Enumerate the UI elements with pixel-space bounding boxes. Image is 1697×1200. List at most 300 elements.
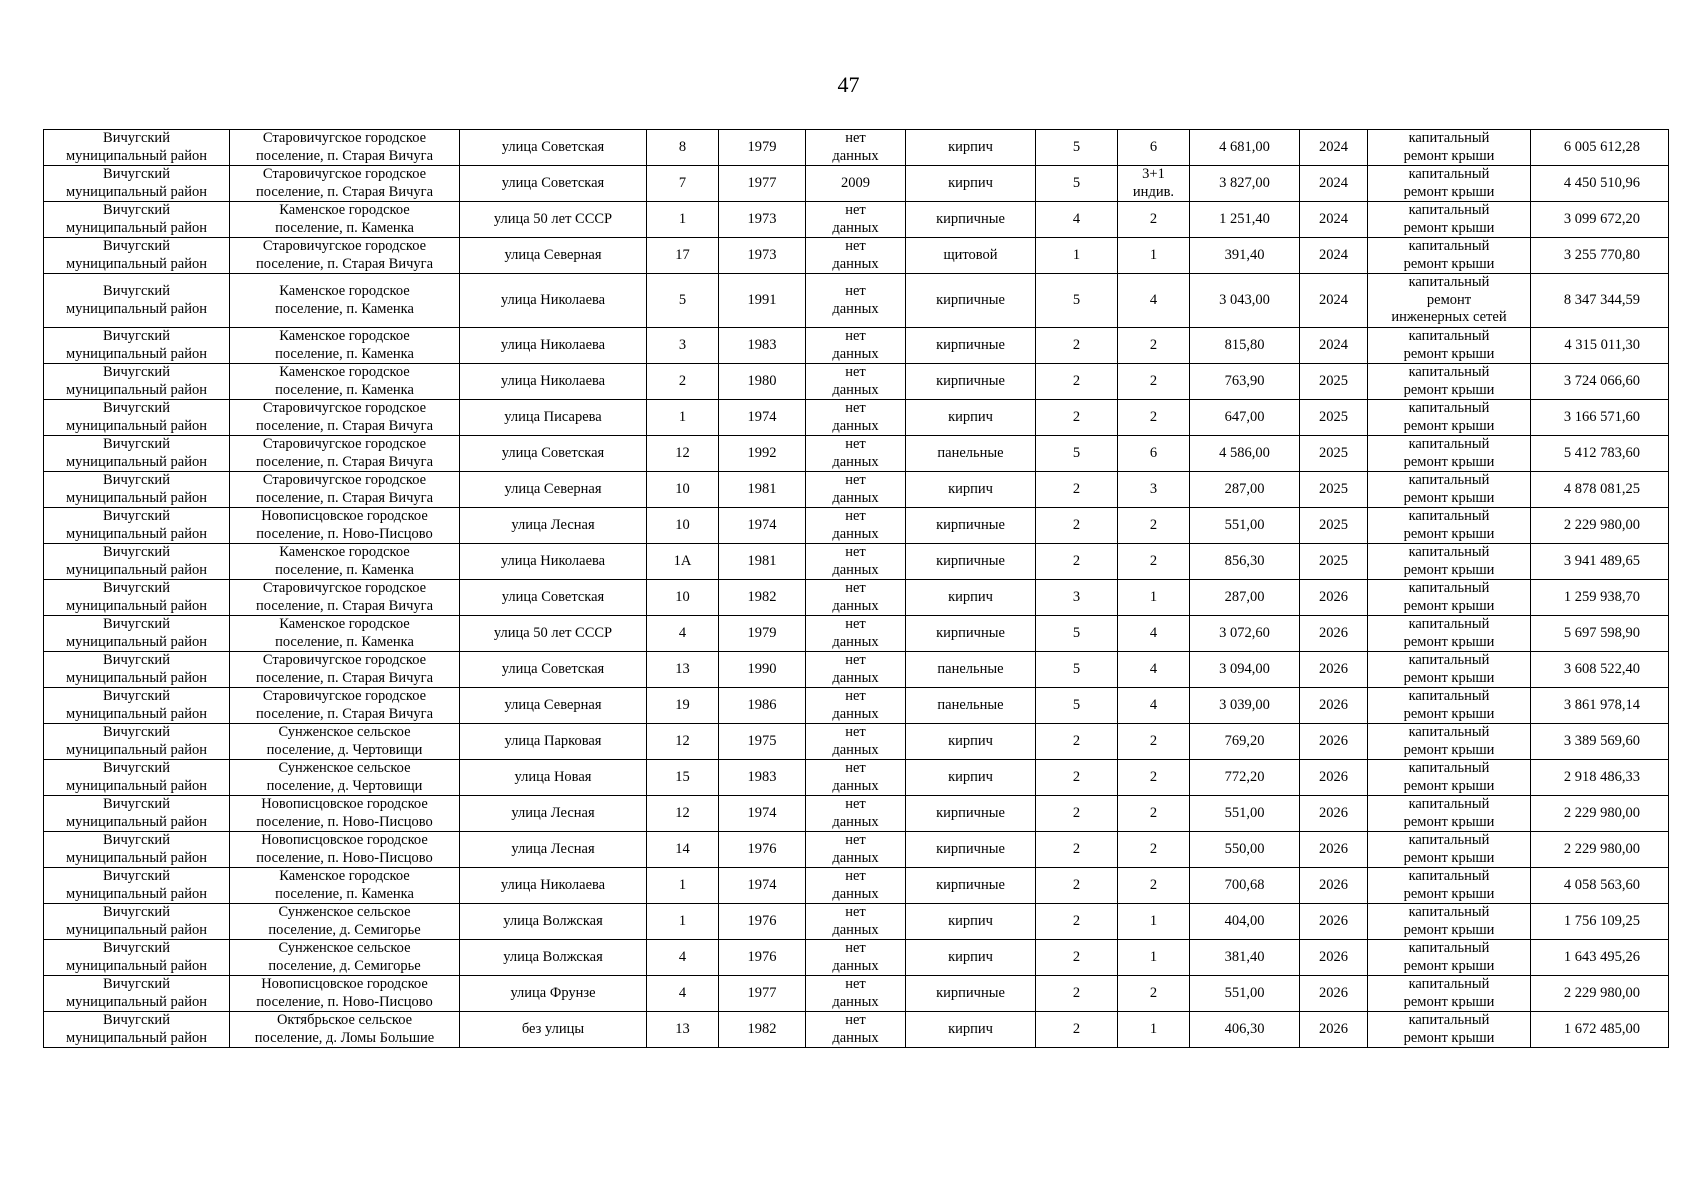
area-cell: 287,00 [1190, 472, 1300, 508]
floors-cell: 2 [1036, 976, 1118, 1012]
settlement-cell: Новописцовское городское поселение, п. Ново-Писцово [230, 508, 460, 544]
district-cell: Вичугский муниципальный район [44, 580, 230, 616]
area-cell: 1 251,40 [1190, 202, 1300, 238]
planned-year-cell: 2025 [1300, 508, 1368, 544]
year-built-cell: 1979 [719, 616, 806, 652]
cost-cell: 1 643 495,26 [1531, 940, 1669, 976]
entrances-cell: 4 [1118, 652, 1190, 688]
work-type-cell: капитальный ремонт крыши [1368, 544, 1531, 580]
street-cell: улица Волжская [460, 904, 647, 940]
house-number-cell: 1 [647, 202, 719, 238]
table-row [44, 544, 1669, 580]
wall-material-cell: щитовой [906, 238, 1036, 274]
settlement-cell: Каменское городское поселение, п. Каменка [230, 868, 460, 904]
year-built-cell: 1979 [719, 130, 806, 166]
district-cell: Вичугский муниципальный район [44, 796, 230, 832]
cost-cell: 4 450 510,96 [1531, 166, 1669, 202]
entrances-cell: 2 [1118, 832, 1190, 868]
area-cell: 3 094,00 [1190, 652, 1300, 688]
district-cell: Вичугский муниципальный район [44, 652, 230, 688]
work-type-cell: капитальный ремонт крыши [1368, 616, 1531, 652]
planned-year-cell: 2026 [1300, 1012, 1368, 1048]
wall-material-cell: кирпич [906, 904, 1036, 940]
table-row [44, 940, 1669, 976]
table-row [44, 166, 1669, 202]
planned-year-cell: 2026 [1300, 904, 1368, 940]
work-type-cell: капитальный ремонт крыши [1368, 688, 1531, 724]
floors-cell: 2 [1036, 1012, 1118, 1048]
area-cell: 551,00 [1190, 508, 1300, 544]
year-built-cell: 1980 [719, 364, 806, 400]
district-cell: Вичугский муниципальный район [44, 760, 230, 796]
entrances-cell: 1 [1118, 1012, 1190, 1048]
area-cell: 856,30 [1190, 544, 1300, 580]
area-cell: 3 043,00 [1190, 274, 1300, 328]
area-cell: 551,00 [1190, 796, 1300, 832]
wall-material-cell: кирпич [906, 1012, 1036, 1048]
last-repair-year-cell: нет данных [806, 472, 906, 508]
district-cell: Вичугский муниципальный район [44, 472, 230, 508]
table-row [44, 580, 1669, 616]
settlement-cell: Сунженское сельское поселение, д. Чертовищи [230, 724, 460, 760]
work-type-cell: капитальный ремонт крыши [1368, 796, 1531, 832]
district-cell: Вичугский муниципальный район [44, 166, 230, 202]
work-type-cell: капитальный ремонт крыши [1368, 238, 1531, 274]
area-cell: 647,00 [1190, 400, 1300, 436]
planned-year-cell: 2025 [1300, 436, 1368, 472]
cost-cell: 3 099 672,20 [1531, 202, 1669, 238]
street-cell: улица Волжская [460, 940, 647, 976]
street-cell: без улицы [460, 1012, 647, 1048]
district-cell: Вичугский муниципальный район [44, 202, 230, 238]
district-cell: Вичугский муниципальный район [44, 544, 230, 580]
wall-material-cell: панельные [906, 652, 1036, 688]
year-built-cell: 1992 [719, 436, 806, 472]
wall-material-cell: кирпич [906, 472, 1036, 508]
cost-cell: 3 861 978,14 [1531, 688, 1669, 724]
last-repair-year-cell: нет данных [806, 832, 906, 868]
cost-cell: 6 005 612,28 [1531, 130, 1669, 166]
wall-material-cell: кирпич [906, 130, 1036, 166]
settlement-cell: Новописцовское городское поселение, п. Ново-Писцово [230, 796, 460, 832]
house-number-cell: 1 [647, 400, 719, 436]
wall-material-cell: кирпичные [906, 274, 1036, 328]
floors-cell: 3 [1036, 580, 1118, 616]
last-repair-year-cell: нет данных [806, 364, 906, 400]
table-row [44, 796, 1669, 832]
work-type-cell: капитальный ремонт крыши [1368, 130, 1531, 166]
year-built-cell: 1977 [719, 976, 806, 1012]
street-cell: улица Николаева [460, 544, 647, 580]
entrances-cell: 1 [1118, 238, 1190, 274]
settlement-cell: Старовичугское городское поселение, п. Старая Вичуга [230, 580, 460, 616]
floors-cell: 2 [1036, 724, 1118, 760]
year-built-cell: 1982 [719, 580, 806, 616]
district-cell: Вичугский муниципальный район [44, 724, 230, 760]
settlement-cell: Старовичугское городское поселение, п. Старая Вичуга [230, 688, 460, 724]
street-cell: улица Северная [460, 238, 647, 274]
last-repair-year-cell: нет данных [806, 652, 906, 688]
work-type-cell: капитальный ремонт крыши [1368, 832, 1531, 868]
settlement-cell: Каменское городское поселение, п. Каменка [230, 328, 460, 364]
cost-cell: 4 878 081,25 [1531, 472, 1669, 508]
work-type-cell: капитальный ремонт крыши [1368, 940, 1531, 976]
entrances-cell: 2 [1118, 328, 1190, 364]
year-built-cell: 1990 [719, 652, 806, 688]
cost-cell: 4 058 563,60 [1531, 868, 1669, 904]
wall-material-cell: кирпичные [906, 796, 1036, 832]
planned-year-cell: 2026 [1300, 652, 1368, 688]
work-type-cell: капитальный ремонт крыши [1368, 508, 1531, 544]
house-number-cell: 1А [647, 544, 719, 580]
year-built-cell: 1986 [719, 688, 806, 724]
last-repair-year-cell: нет данных [806, 130, 906, 166]
table-row [44, 904, 1669, 940]
settlement-cell: Октябрьское сельское поселение, д. Ломы Большие [230, 1012, 460, 1048]
last-repair-year-cell: нет данных [806, 940, 906, 976]
last-repair-year-cell: 2009 [806, 166, 906, 202]
last-repair-year-cell: нет данных [806, 436, 906, 472]
wall-material-cell: кирпичные [906, 616, 1036, 652]
house-number-cell: 12 [647, 724, 719, 760]
wall-material-cell: кирпичные [906, 328, 1036, 364]
district-cell: Вичугский муниципальный район [44, 436, 230, 472]
district-cell: Вичугский муниципальный район [44, 616, 230, 652]
floors-cell: 5 [1036, 166, 1118, 202]
table-row [44, 400, 1669, 436]
house-number-cell: 2 [647, 364, 719, 400]
cost-cell: 2 229 980,00 [1531, 976, 1669, 1012]
house-number-cell: 14 [647, 832, 719, 868]
entrances-cell: 6 [1118, 436, 1190, 472]
floors-cell: 5 [1036, 436, 1118, 472]
wall-material-cell: панельные [906, 436, 1036, 472]
settlement-cell: Сунженское сельское поселение, д. Чертовищи [230, 760, 460, 796]
district-cell: Вичугский муниципальный район [44, 508, 230, 544]
wall-material-cell: кирпичные [906, 544, 1036, 580]
street-cell: улица Советская [460, 166, 647, 202]
cost-cell: 3 255 770,80 [1531, 238, 1669, 274]
planned-year-cell: 2024 [1300, 328, 1368, 364]
street-cell: улица Парковая [460, 724, 647, 760]
entrances-cell: 4 [1118, 274, 1190, 328]
last-repair-year-cell: нет данных [806, 868, 906, 904]
table-row [44, 652, 1669, 688]
floors-cell: 2 [1036, 328, 1118, 364]
floors-cell: 2 [1036, 472, 1118, 508]
district-cell: Вичугский муниципальный район [44, 1012, 230, 1048]
last-repair-year-cell: нет данных [806, 796, 906, 832]
work-type-cell: капитальный ремонт крыши [1368, 202, 1531, 238]
street-cell: улица 50 лет СССР [460, 616, 647, 652]
cost-cell: 2 229 980,00 [1531, 796, 1669, 832]
last-repair-year-cell: нет данных [806, 688, 906, 724]
wall-material-cell: кирпич [906, 400, 1036, 436]
settlement-cell: Сунженское сельское поселение, д. Семигорье [230, 904, 460, 940]
settlement-cell: Старовичугское городское поселение, п. Старая Вичуга [230, 166, 460, 202]
area-cell: 391,40 [1190, 238, 1300, 274]
wall-material-cell: кирпичные [906, 364, 1036, 400]
area-cell: 3 072,60 [1190, 616, 1300, 652]
year-built-cell: 1973 [719, 202, 806, 238]
last-repair-year-cell: нет данных [806, 580, 906, 616]
district-cell: Вичугский муниципальный район [44, 238, 230, 274]
settlement-cell: Новописцовское городское поселение, п. Ново-Писцово [230, 976, 460, 1012]
table-row [44, 868, 1669, 904]
settlement-cell: Каменское городское поселение, п. Каменка [230, 616, 460, 652]
street-cell: улица Северная [460, 688, 647, 724]
entrances-cell: 2 [1118, 202, 1190, 238]
cost-cell: 8 347 344,59 [1531, 274, 1669, 328]
page-number: 47 [837, 72, 860, 97]
floors-cell: 2 [1036, 940, 1118, 976]
settlement-cell: Каменское городское поселение, п. Каменка [230, 544, 460, 580]
table-row [44, 436, 1669, 472]
last-repair-year-cell: нет данных [806, 1012, 906, 1048]
work-type-cell: капитальный ремонт крыши [1368, 400, 1531, 436]
year-built-cell: 1982 [719, 1012, 806, 1048]
cost-cell: 5 697 598,90 [1531, 616, 1669, 652]
table-row [44, 328, 1669, 364]
floors-cell: 2 [1036, 868, 1118, 904]
house-number-cell: 4 [647, 940, 719, 976]
year-built-cell: 1974 [719, 400, 806, 436]
wall-material-cell: кирпичные [906, 976, 1036, 1012]
house-number-cell: 12 [647, 796, 719, 832]
floors-cell: 5 [1036, 688, 1118, 724]
last-repair-year-cell: нет данных [806, 274, 906, 328]
table-row [44, 688, 1669, 724]
last-repair-year-cell: нет данных [806, 328, 906, 364]
house-number-cell: 8 [647, 130, 719, 166]
settlement-cell: Новописцовское городское поселение, п. Ново-Писцово [230, 832, 460, 868]
entrances-cell: 2 [1118, 400, 1190, 436]
wall-material-cell: кирпич [906, 580, 1036, 616]
floors-cell: 2 [1036, 544, 1118, 580]
settlement-cell: Сунженское сельское поселение, д. Семигорье [230, 940, 460, 976]
work-type-cell: капитальный ремонт крыши [1368, 976, 1531, 1012]
district-cell: Вичугский муниципальный район [44, 688, 230, 724]
street-cell: улица Советская [460, 580, 647, 616]
planned-year-cell: 2026 [1300, 796, 1368, 832]
planned-year-cell: 2026 [1300, 760, 1368, 796]
entrances-cell: 2 [1118, 508, 1190, 544]
wall-material-cell: кирпичные [906, 868, 1036, 904]
house-number-cell: 13 [647, 652, 719, 688]
table-row [44, 1012, 1669, 1048]
year-built-cell: 1983 [719, 760, 806, 796]
street-cell: улица Фрунзе [460, 976, 647, 1012]
district-cell: Вичугский муниципальный район [44, 832, 230, 868]
street-cell: улица Лесная [460, 832, 647, 868]
street-cell: улица 50 лет СССР [460, 202, 647, 238]
house-number-cell: 17 [647, 238, 719, 274]
street-cell: улица Николаева [460, 274, 647, 328]
table-row [44, 760, 1669, 796]
work-type-cell: капитальный ремонт крыши [1368, 904, 1531, 940]
cost-cell: 3 941 489,65 [1531, 544, 1669, 580]
table-row [44, 724, 1669, 760]
floors-cell: 5 [1036, 616, 1118, 652]
cost-cell: 1 756 109,25 [1531, 904, 1669, 940]
last-repair-year-cell: нет данных [806, 202, 906, 238]
street-cell: улица Советская [460, 436, 647, 472]
cost-cell: 1 259 938,70 [1531, 580, 1669, 616]
house-number-cell: 10 [647, 508, 719, 544]
year-built-cell: 1976 [719, 940, 806, 976]
settlement-cell: Старовичугское городское поселение, п. Старая Вичуга [230, 652, 460, 688]
area-cell: 700,68 [1190, 868, 1300, 904]
area-cell: 3 827,00 [1190, 166, 1300, 202]
cost-cell: 1 672 485,00 [1531, 1012, 1669, 1048]
house-number-cell: 19 [647, 688, 719, 724]
district-cell: Вичугский муниципальный район [44, 904, 230, 940]
street-cell: улица Николаева [460, 328, 647, 364]
table-row [44, 472, 1669, 508]
area-cell: 381,40 [1190, 940, 1300, 976]
entrances-cell: 2 [1118, 544, 1190, 580]
planned-year-cell: 2025 [1300, 400, 1368, 436]
area-cell: 769,20 [1190, 724, 1300, 760]
year-built-cell: 1981 [719, 472, 806, 508]
district-cell: Вичугский муниципальный район [44, 130, 230, 166]
entrances-cell: 3 [1118, 472, 1190, 508]
floors-cell: 2 [1036, 796, 1118, 832]
settlement-cell: Каменское городское поселение, п. Каменка [230, 202, 460, 238]
planned-year-cell: 2026 [1300, 940, 1368, 976]
table-row [44, 364, 1669, 400]
house-number-cell: 12 [647, 436, 719, 472]
planned-year-cell: 2024 [1300, 238, 1368, 274]
wall-material-cell: кирпичные [906, 508, 1036, 544]
district-cell: Вичугский муниципальный район [44, 400, 230, 436]
house-number-cell: 4 [647, 976, 719, 1012]
area-cell: 551,00 [1190, 976, 1300, 1012]
wall-material-cell: кирпич [906, 760, 1036, 796]
work-type-cell: капитальный ремонт крыши [1368, 724, 1531, 760]
entrances-cell: 1 [1118, 940, 1190, 976]
table-row [44, 202, 1669, 238]
street-cell: улица Новая [460, 760, 647, 796]
planned-year-cell: 2024 [1300, 274, 1368, 328]
cost-cell: 2 229 980,00 [1531, 832, 1669, 868]
last-repair-year-cell: нет данных [806, 904, 906, 940]
street-cell: улица Николаева [460, 364, 647, 400]
year-built-cell: 1975 [719, 724, 806, 760]
street-cell: улица Николаева [460, 868, 647, 904]
year-built-cell: 1974 [719, 796, 806, 832]
work-type-cell: капитальный ремонт крыши [1368, 166, 1531, 202]
house-number-cell: 10 [647, 580, 719, 616]
table-row [44, 976, 1669, 1012]
street-cell: улица Писарева [460, 400, 647, 436]
district-cell: Вичугский муниципальный район [44, 868, 230, 904]
settlement-cell: Старовичугское городское поселение, п. Старая Вичуга [230, 436, 460, 472]
street-cell: улица Лесная [460, 796, 647, 832]
table-row [44, 616, 1669, 652]
house-number-cell: 10 [647, 472, 719, 508]
street-cell: улица Советская [460, 130, 647, 166]
year-built-cell: 1981 [719, 544, 806, 580]
area-cell: 4 681,00 [1190, 130, 1300, 166]
table-body [44, 130, 1669, 1048]
year-built-cell: 1976 [719, 832, 806, 868]
year-built-cell: 1974 [719, 868, 806, 904]
district-cell: Вичугский муниципальный район [44, 274, 230, 328]
cost-cell: 3 724 066,60 [1531, 364, 1669, 400]
planned-year-cell: 2026 [1300, 832, 1368, 868]
floors-cell: 5 [1036, 274, 1118, 328]
area-cell: 287,00 [1190, 580, 1300, 616]
last-repair-year-cell: нет данных [806, 976, 906, 1012]
settlement-cell: Старовичугское городское поселение, п. Старая Вичуга [230, 238, 460, 274]
settlement-cell: Каменское городское поселение, п. Каменка [230, 364, 460, 400]
last-repair-year-cell: нет данных [806, 508, 906, 544]
planned-year-cell: 2026 [1300, 976, 1368, 1012]
area-cell: 4 586,00 [1190, 436, 1300, 472]
wall-material-cell: панельные [906, 688, 1036, 724]
year-built-cell: 1983 [719, 328, 806, 364]
floors-cell: 2 [1036, 508, 1118, 544]
floors-cell: 2 [1036, 832, 1118, 868]
year-built-cell: 1976 [719, 904, 806, 940]
floors-cell: 5 [1036, 652, 1118, 688]
entrances-cell: 4 [1118, 616, 1190, 652]
work-type-cell: капитальный ремонт крыши [1368, 652, 1531, 688]
area-cell: 763,90 [1190, 364, 1300, 400]
wall-material-cell: кирпич [906, 724, 1036, 760]
year-built-cell: 1991 [719, 274, 806, 328]
house-number-cell: 5 [647, 274, 719, 328]
planned-year-cell: 2026 [1300, 616, 1368, 652]
planned-year-cell: 2024 [1300, 202, 1368, 238]
district-cell: Вичугский муниципальный район [44, 940, 230, 976]
work-type-cell: капитальный ремонт крыши [1368, 760, 1531, 796]
wall-material-cell: кирпичные [906, 832, 1036, 868]
area-cell: 772,20 [1190, 760, 1300, 796]
settlement-cell: Старовичугское городское поселение, п. Старая Вичуга [230, 400, 460, 436]
floors-cell: 2 [1036, 400, 1118, 436]
work-type-cell: капитальный ремонт крыши [1368, 436, 1531, 472]
planned-year-cell: 2025 [1300, 472, 1368, 508]
cost-cell: 3 166 571,60 [1531, 400, 1669, 436]
floors-cell: 4 [1036, 202, 1118, 238]
planned-year-cell: 2025 [1300, 364, 1368, 400]
work-type-cell: капитальный ремонт крыши [1368, 580, 1531, 616]
work-type-cell: капитальный ремонт инженерных сетей [1368, 274, 1531, 328]
work-type-cell: капитальный ремонт крыши [1368, 472, 1531, 508]
year-built-cell: 1973 [719, 238, 806, 274]
entrances-cell: 2 [1118, 760, 1190, 796]
settlement-cell: Каменское городское поселение, п. Каменка [230, 274, 460, 328]
house-number-cell: 15 [647, 760, 719, 796]
table-row [44, 238, 1669, 274]
housing-repair-table [43, 129, 1669, 1048]
settlement-cell: Старовичугское городское поселение, п. Старая Вичуга [230, 130, 460, 166]
planned-year-cell: 2026 [1300, 580, 1368, 616]
cost-cell: 3 608 522,40 [1531, 652, 1669, 688]
entrances-cell: 3+1 индив. [1118, 166, 1190, 202]
house-number-cell: 3 [647, 328, 719, 364]
floors-cell: 1 [1036, 238, 1118, 274]
house-number-cell: 13 [647, 1012, 719, 1048]
street-cell: улица Северная [460, 472, 647, 508]
entrances-cell: 2 [1118, 724, 1190, 760]
house-number-cell: 1 [647, 868, 719, 904]
floors-cell: 2 [1036, 904, 1118, 940]
planned-year-cell: 2026 [1300, 724, 1368, 760]
entrances-cell: 2 [1118, 364, 1190, 400]
